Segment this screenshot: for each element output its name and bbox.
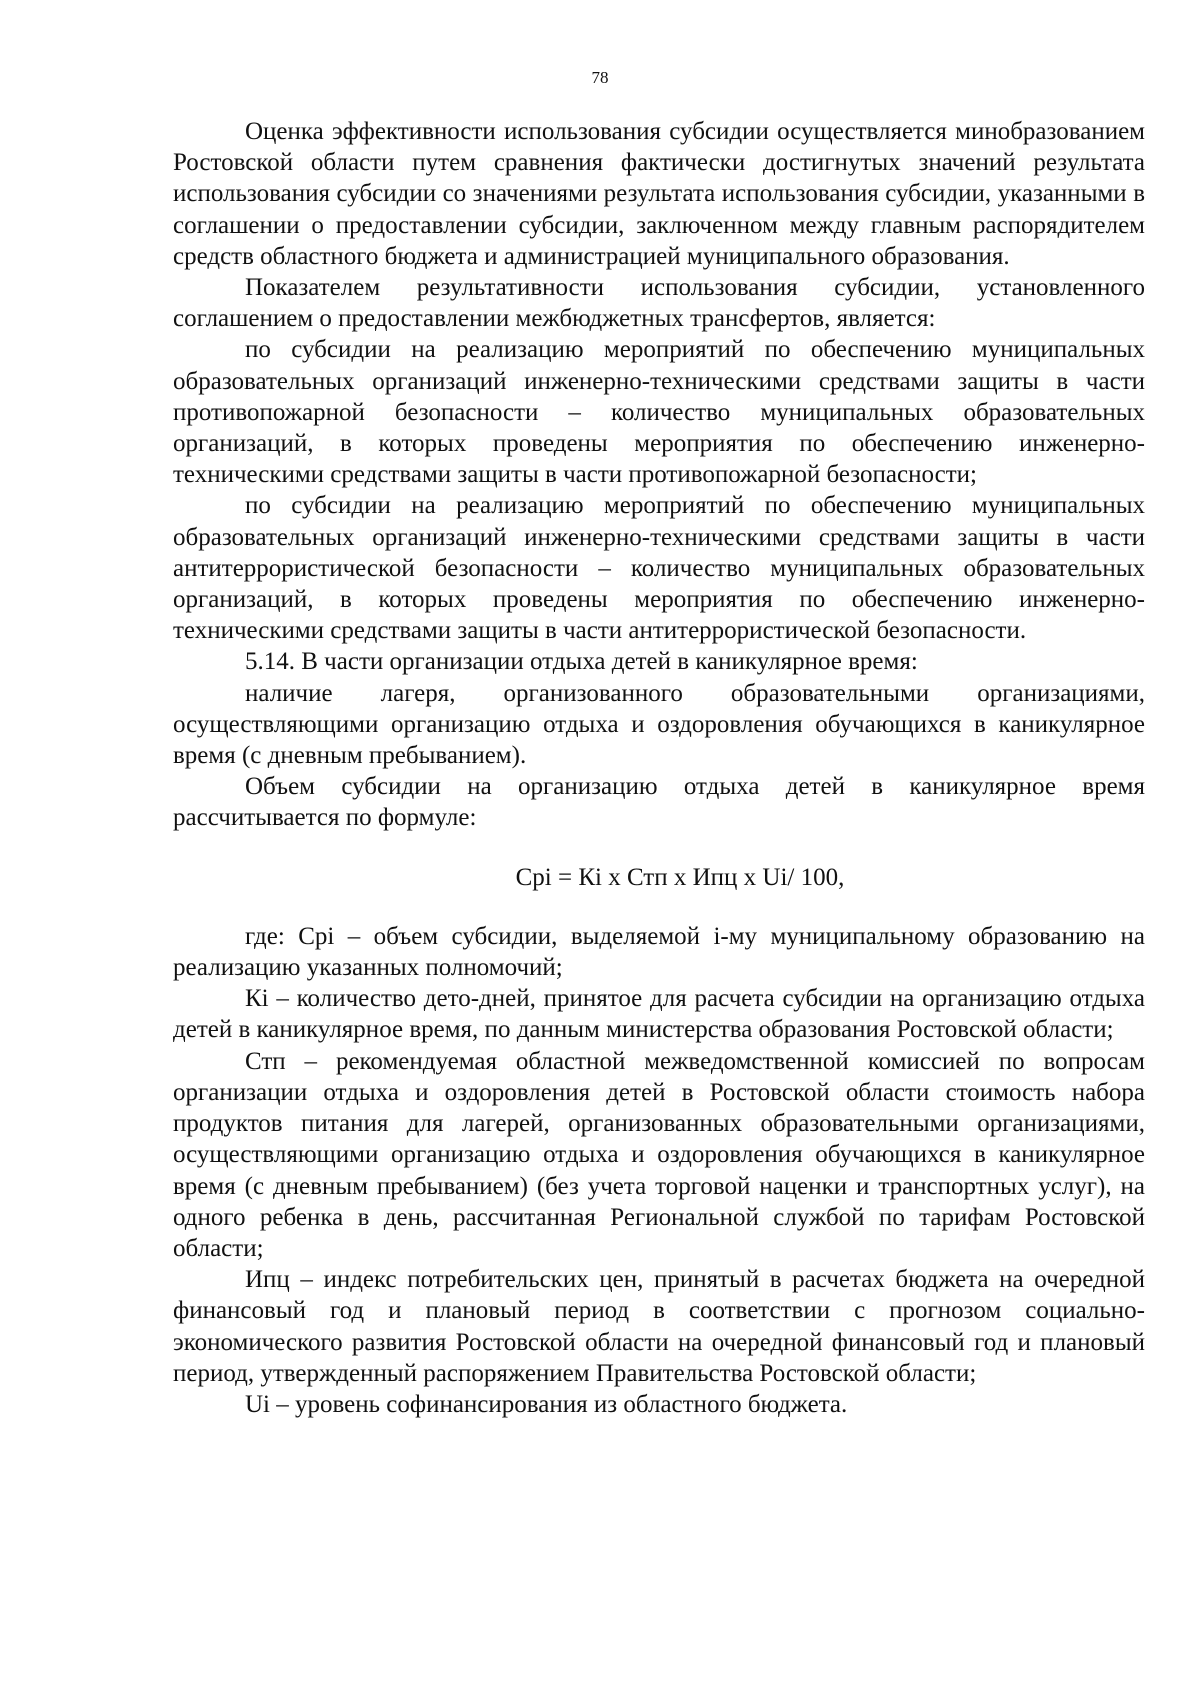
page-number: 78 bbox=[591, 68, 609, 87]
subsidy-formula: Срi = Кi х Стп х Ипц х Ui/ 100, bbox=[515, 863, 845, 891]
paragraph-antiterror-safety: по субсидии на реализацию мероприятий по обеспечению муниципальных образовательных организаций инженерно-техническими средствами защиты в части антитеррористической безопасности – количество муниципальных образовательных организаций, в которых проведены мероприятия по обеспечению инженерно-техническими средствами защиты в части антитеррористической безопасности. bbox=[173, 492, 1145, 645]
paragraph-indicator-intro: Показателем результативности использования субсидии, установленного соглашением о предоставлении межбюджетных трансфертов, является: bbox=[173, 274, 1145, 333]
paragraph-formula-intro: Объем субсидии на организацию отдыха детей в каникулярное время рассчитывается по формуле: bbox=[173, 773, 1145, 832]
section-heading-5-14: 5.14. В части организации отдыха детей в каникулярное время: bbox=[245, 648, 918, 676]
paragraph-def-ui: Ui – уровень софинансирования из областного бюджета. bbox=[245, 1390, 848, 1418]
document-body bbox=[173, 116, 1145, 1420]
paragraph-fire-safety: по субсидии на реализацию мероприятий по обеспечению муниципальных образовательных организаций инженерно-техническими средствами защиты в части противопожарной безопасности – количество муниципальных образовательных организаций, в которых проведены мероприятия по обеспечению инженерно-техническими средствами защиты в части противопожарной безопасности; bbox=[173, 336, 1145, 489]
paragraph-def-cpi: где: Срi – объем субсидии, выделяемой i-му муниципальному образованию на реализацию указанных полномочий; bbox=[173, 922, 1145, 982]
paragraph-evaluation: Оценка эффективности использования субсидии осуществляется минобразованием Ростовской области путем сравнения фактически достигнутых значений результата использования субсидии со значениями результата использования субсидии, указанными в соглашении о предоставлении субсидии, заключенном между главным распорядителем средств областного бюджета и администрацией муниципального образования. bbox=[173, 118, 1145, 270]
paragraph-def-ki: Кi – количество дето-дней, принятое для расчета субсидии на организацию отдыха детей в каникулярное время, по данным министерства образования Ростовской области; bbox=[173, 985, 1145, 1044]
paragraph-def-ipc: Ипц – индекс потребительских цен, принятый в расчетах бюджета на очередной финансовый год и плановый период в соответствии с прогнозом социально-экономического развития Ростовской области на очередной финансовый год и плановый период, утвержденный распоряжением Правительства Ростовской области; bbox=[173, 1266, 1145, 1387]
paragraph-camp-presence: наличие лагеря, организованного образовательными организациями, осуществляющими организацию отдыха и оздоровления обучающихся в каникулярное время (с дневным пребыванием). bbox=[173, 679, 1145, 770]
paragraph-def-stp: Стп – рекомендуемая областной межведомственной комиссией по вопросам организации отдыха и оздоровления детей в Ростовской области стоимость набора продуктов питания для лагерей, организованных образовательными организациями, осуществляющими организацию отдыха и оздоровления обучающихся в каникулярное время (с дневным пребыванием) (без учета торговой наценки и транспортных услуг), на одного ребенка в день, рассчитанная Региональной службой по тарифам Ростовской области; bbox=[173, 1047, 1145, 1262]
